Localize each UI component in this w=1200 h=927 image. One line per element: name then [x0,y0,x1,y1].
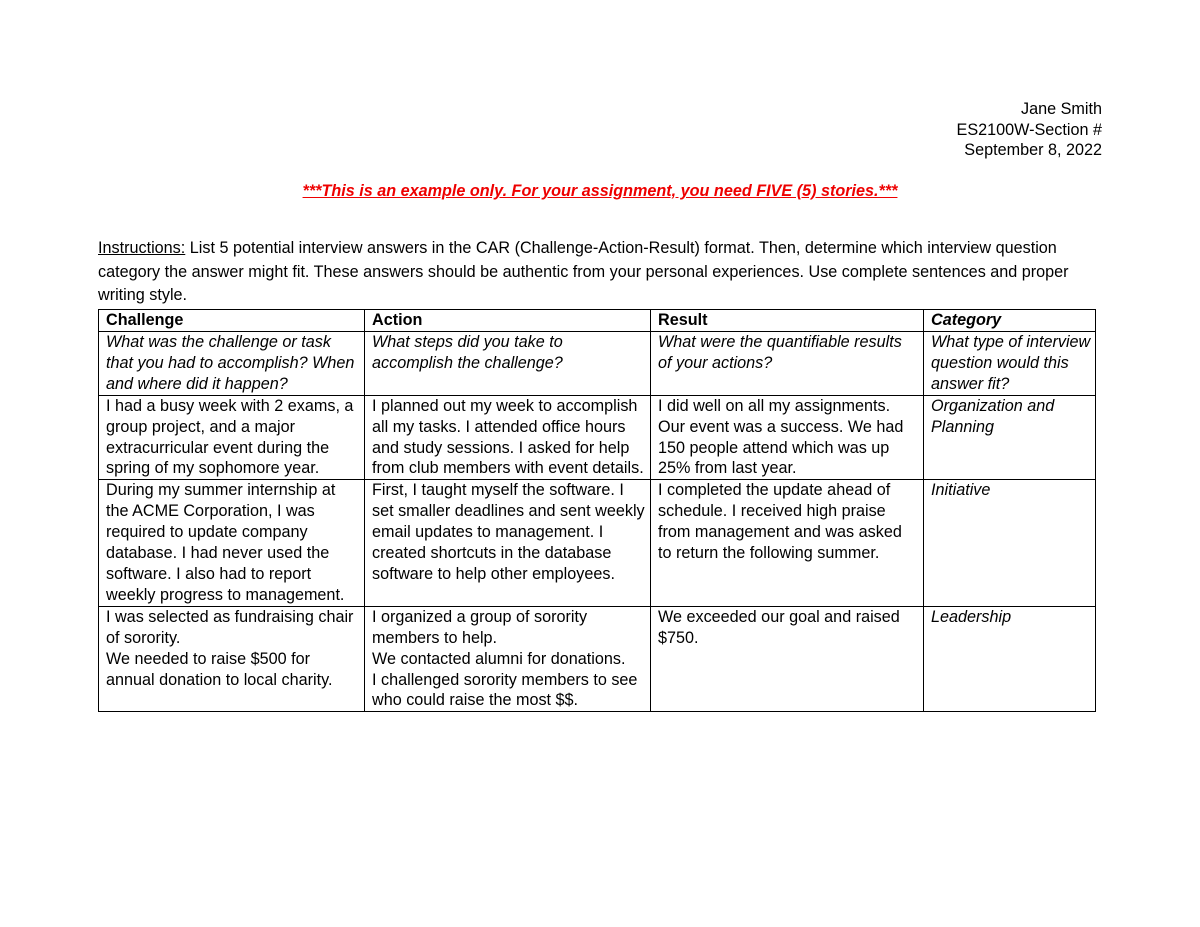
cell-action [365,606,651,712]
cell-line: I had a busy week with 2 exams, a group project, and a major extracurricular event during the spring of my sophomore year. [106,396,354,478]
table-row [99,395,1096,480]
cell-line: I completed the update ahead of schedule. I received high praise from management and was asked to return the following summer. [658,481,902,563]
instructions-label: Instructions: [98,239,186,257]
instructions-text: List 5 potential interview answers in the CAR (Challenge-Action-Result) format. Then, determine which interview question category the answer might fit. These answers should be authentic from your personal experiences. Use complete sentences and proper writing style. [98,239,1069,305]
document-header [957,99,1102,161]
table-row [99,606,1096,712]
table-row [99,480,1096,606]
cell-line: First, I taught myself the software. I set smaller deadlines and sent weekly email updates to management. I created shortcuts in the database software to help other employees. [372,481,645,583]
header-category: Category [924,310,1096,332]
cell-line: We contacted alumni for donations. [372,649,626,668]
cell-challenge [99,480,365,606]
cell-line: I challenged sorority members to see who could raise the most $$. [372,670,638,710]
cell-result [651,606,924,712]
header-result: Result [651,310,924,332]
cell-line: We exceeded our goal and raised $750. [658,607,900,647]
prompt-action: What steps did you take to accomplish the challenge? [365,332,651,396]
instructions-paragraph [98,237,1108,308]
cell-challenge [99,606,365,712]
table-prompt-row [99,332,1096,396]
course-section: ES2100W-Section # [956,120,1102,139]
cell-challenge [99,395,365,480]
cell-line: I was selected as fundraising chair of sorority. [106,607,354,647]
document-date: September 8, 2022 [964,141,1102,160]
prompt-result: What were the quantifiable results of your actions? [651,332,924,396]
cell-line: We needed to raise $500 for annual donation to local charity. [106,649,333,689]
author-name: Jane Smith [1021,100,1102,118]
cell-line: I planned out my week to accomplish all my tasks. I attended office hours and study sessions. I asked for help from club members with event details. [372,396,644,478]
header-challenge: Challenge [99,310,365,332]
cell-category: Initiative [924,480,1096,606]
table-header-row [99,310,1096,332]
example-notice: ***This is an example only. For your assignment, you need FIVE (5) stories.*** [302,182,898,200]
cell-line: During my summer internship at the ACME Corporation, I was required to update company database. I had never used the software. I also had to report weekly progress to management. [106,481,345,604]
cell-action [365,395,651,480]
prompt-category: What type of interview question would this answer fit? [924,332,1096,396]
prompt-challenge: What was the challenge or task that you had to accomplish? When and where did it happen? [99,332,365,396]
cell-category: Organization and Planning [924,395,1096,480]
cell-category: Leadership [924,606,1096,712]
cell-result [651,395,924,480]
cell-result [651,480,924,606]
header-action: Action [365,310,651,332]
cell-line: I did well on all my assignments. Our event was a success. We had 150 people attend which was up 25% from last year. [658,396,904,478]
car-table [98,309,1096,712]
cell-line: I organized a group of sorority members to help. [372,607,588,647]
cell-action [365,480,651,606]
